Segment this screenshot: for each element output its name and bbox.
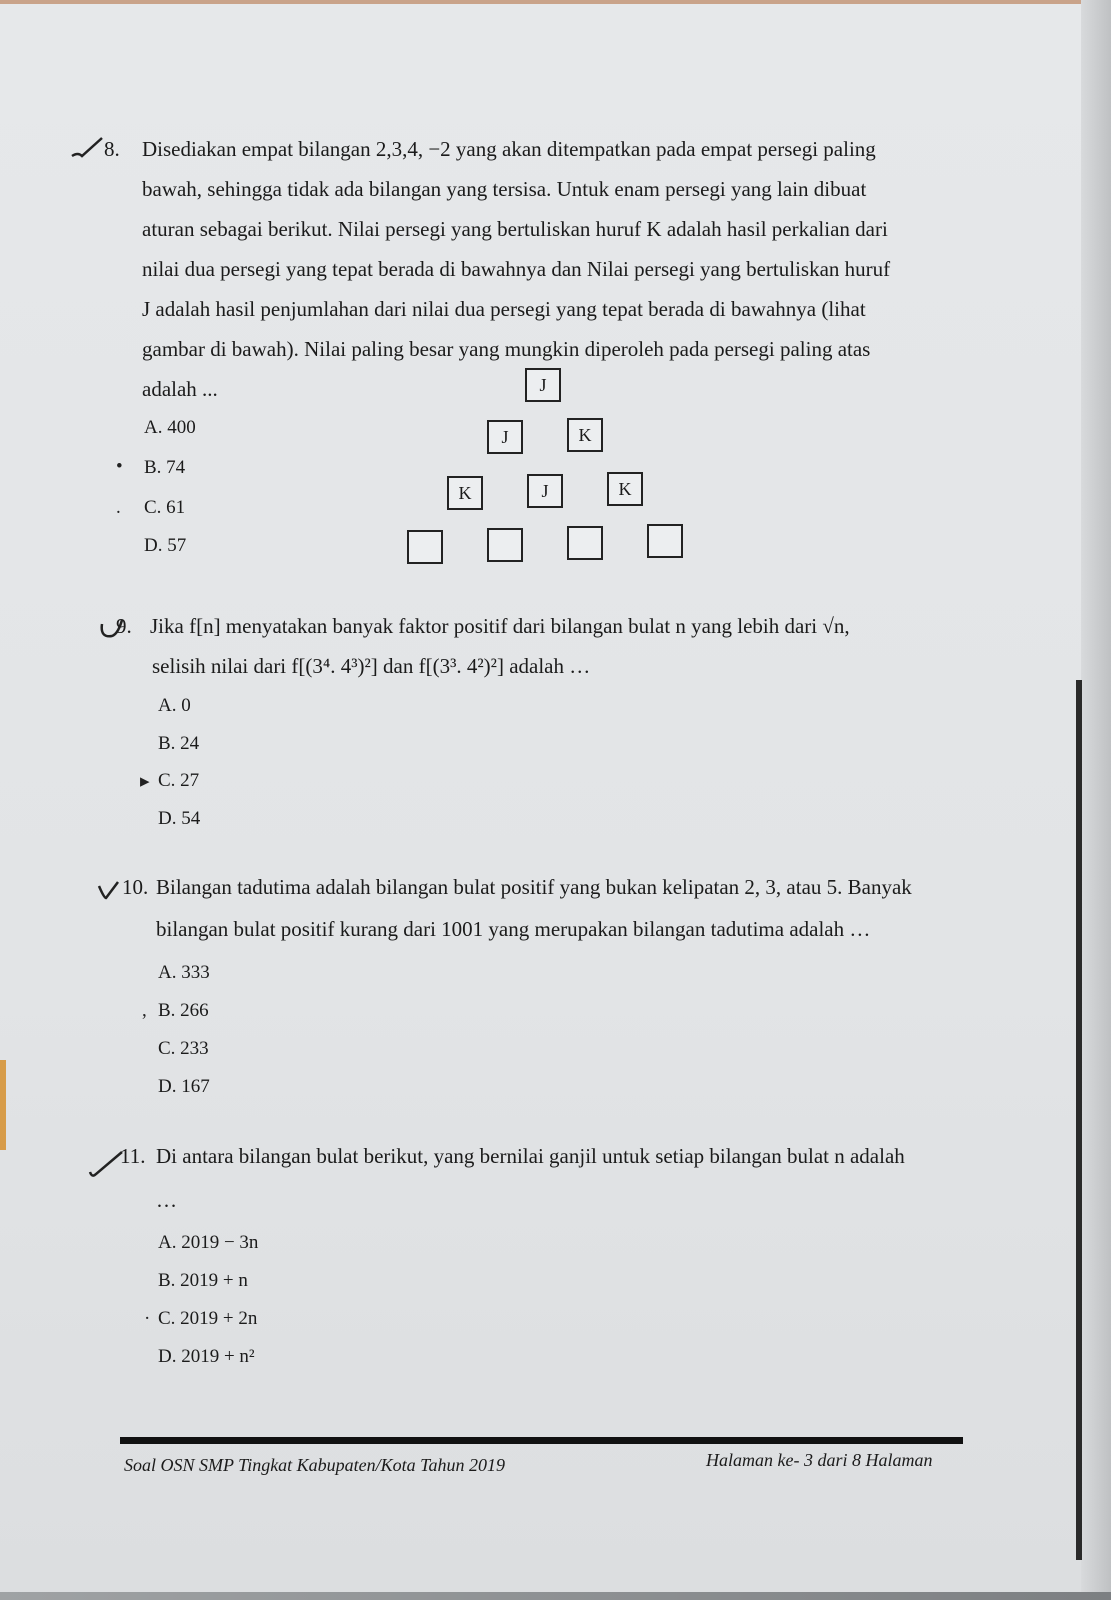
- question-9-option-b: B. 24: [158, 733, 200, 754]
- question-8-number: 8.: [104, 137, 120, 161]
- question-8-line-1: Disediakan empat bilangan 2,3,4, −2 yang akan ditempatkan pada empat persegi paling: [142, 137, 876, 161]
- question-10-option-d: D. 167: [158, 1076, 210, 1097]
- pyramid-box-row3-1: K: [447, 476, 483, 510]
- question-8-line-7: adalah ...: [142, 377, 218, 401]
- pen-dot-icon: •: [116, 456, 123, 477]
- pyramid-box-row2-2: K: [567, 418, 603, 452]
- pyramid-box-row3-2: J: [527, 474, 563, 508]
- top-edge: [0, 0, 1111, 4]
- question-10-option-c: C. 233: [158, 1038, 209, 1059]
- check-mark-icon: [70, 134, 106, 160]
- question-8-line-4: nilai dua persegi yang tepat berada di bawahnya dan Nilai persegi yang bertuliskan huruf: [142, 257, 891, 281]
- question-8-line-6: gambar di bawah). Nilai paling besar yang mungkin diperoleh pada persegi paling atas: [142, 337, 871, 361]
- question-8-line-5: J adalah hasil penjumlahan dari nilai dua persegi yang tepat berada di bawahnya (lihat: [142, 297, 866, 321]
- footer-title: Soal OSN SMP Tingkat Kabupaten/Kota Tahun 2019: [124, 1455, 506, 1475]
- footer-page-number: Halaman ke- 3 dari 8 Halaman: [706, 1450, 933, 1470]
- question-9-option-d: D. 54: [158, 808, 201, 829]
- question-11-option-b: B. 2019 + n: [158, 1270, 248, 1291]
- pen-dot-icon: .: [116, 497, 121, 518]
- question-9-option-a: A. 0: [158, 695, 191, 716]
- question-9-line-2: selisih nilai dari f[(3⁴. 4³)²] dan f[(3³. 4²)²] adalah …: [152, 654, 591, 678]
- question-10-option-a: A. 333: [158, 962, 210, 983]
- check-mark-icon: [88, 1148, 124, 1182]
- pyramid-box-row4-2: [487, 528, 523, 562]
- question-8-option-d: D. 57: [144, 535, 187, 556]
- right-edge: [1081, 0, 1111, 1600]
- question-8-line-2: bawah, sehingga tidak ada bilangan yang tersisa. Untuk enam persegi yang lain dibuat: [142, 177, 867, 201]
- question-10-number: 10.: [122, 875, 149, 899]
- question-9-line-1: Jika f[n] menyatakan banyak faktor positif dari bilangan bulat n yang lebih dari √n,: [150, 614, 850, 638]
- pen-dot-icon: ·: [144, 1308, 151, 1329]
- question-11-line-1: Di antara bilangan bulat berikut, yang bernilai ganjil untuk setiap bilangan bulat n adalah: [156, 1144, 905, 1168]
- right-border-line: [1076, 680, 1082, 1560]
- question-10-option-b: B. 266: [158, 1000, 209, 1021]
- pyramid-box-row4-4: [647, 524, 683, 558]
- pyramid-box-row3-3: K: [607, 472, 643, 506]
- question-10-line-2: bilangan bulat positif kurang dari 1001 yang merupakan bilangan tadutima adalah …: [156, 917, 871, 941]
- question-11-option-c: C. 2019 + 2n: [158, 1308, 258, 1329]
- question-9-option-c: C. 27: [158, 770, 200, 791]
- question-11-line-2: …: [156, 1188, 177, 1212]
- pyramid-box-row2-1: J: [487, 420, 523, 454]
- question-8-option-b: B. 74: [144, 457, 186, 478]
- question-11-number: 11.: [120, 1144, 146, 1168]
- left-edge-stain: [0, 1060, 6, 1150]
- pen-dot-icon: ,: [142, 1000, 147, 1021]
- question-11-option-a: A. 2019 − 3n: [158, 1232, 259, 1253]
- bottom-edge: [0, 1592, 1111, 1600]
- pyramid-box-row4-3: [567, 526, 603, 560]
- pyramid-box-row4-1: [407, 530, 443, 564]
- pen-arrow-icon: ▸: [140, 771, 150, 792]
- check-mark-icon: [96, 880, 122, 910]
- question-11-option-d: D. 2019 + n²: [158, 1346, 255, 1367]
- pyramid-box-top: J: [525, 368, 561, 402]
- question-8-option-a: A. 400: [144, 417, 196, 438]
- footer-rule: [120, 1437, 963, 1444]
- question-8-line-3: aturan sebagai berikut. Nilai persegi yang bertuliskan huruf K adalah hasil perkalian dari: [142, 217, 888, 241]
- question-10-line-1: Bilangan tadutima adalah bilangan bulat positif yang bukan kelipatan 2, 3, atau 5. Banyak: [156, 875, 912, 899]
- question-8-option-c: C. 61: [144, 497, 186, 518]
- question-9-number: 9.: [116, 614, 132, 638]
